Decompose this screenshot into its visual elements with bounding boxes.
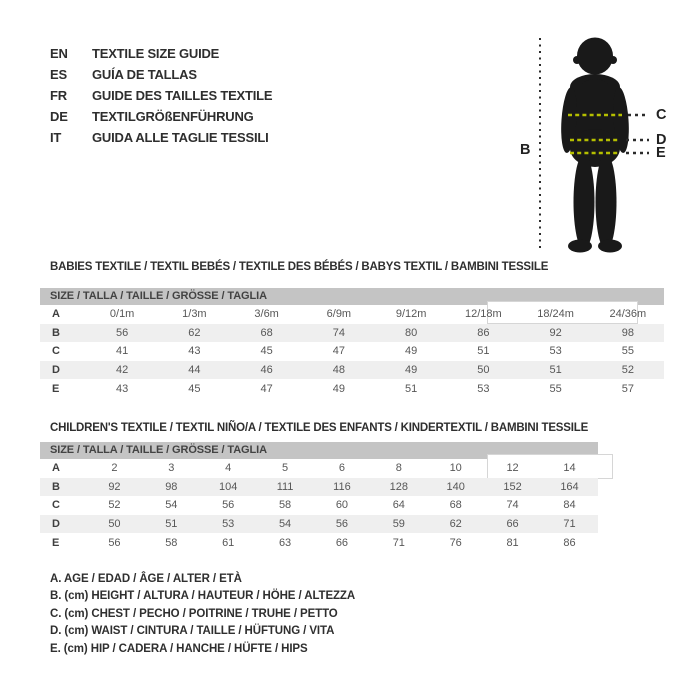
- size-cell: 66: [484, 515, 541, 534]
- size-cell: 51: [143, 515, 200, 534]
- size-row-e: [40, 533, 598, 552]
- size-cell: 47: [260, 382, 273, 395]
- size-cell: 1/3m: [182, 308, 207, 321]
- language-code: IT: [50, 130, 62, 145]
- size-cell: 71: [392, 536, 405, 549]
- size-row-a: [40, 305, 664, 324]
- size-row-e: [40, 379, 664, 398]
- row-label: B: [40, 324, 86, 343]
- size-cell: 140: [427, 478, 484, 497]
- size-cell: 61: [222, 536, 235, 549]
- language-title: GUIDE DES TAILLES TEXTILE: [92, 88, 273, 103]
- language-title: GUIDA ALLE TAGLIE TESSILI: [92, 130, 269, 145]
- row-label: D: [40, 361, 86, 380]
- size-cell: 116: [314, 478, 371, 497]
- size-cell: 51: [405, 382, 418, 395]
- size-cell: 51: [520, 361, 592, 380]
- size-cell: 9/12m: [395, 308, 427, 321]
- size-cell: 58: [165, 536, 178, 549]
- size-cell: 53: [200, 515, 257, 534]
- size-cell: 60: [335, 499, 349, 512]
- babies-size-table: [40, 288, 664, 398]
- size-cell: 45: [188, 382, 201, 395]
- size-cell: 84: [563, 499, 576, 512]
- size-cell: 86: [447, 324, 519, 343]
- size-cell: 46: [231, 361, 303, 380]
- row-label: E: [52, 382, 60, 395]
- size-cell: 98: [592, 324, 664, 343]
- size-cell: 56: [314, 515, 371, 534]
- size-cell: 43: [116, 382, 129, 395]
- size-cell: 68: [231, 324, 303, 343]
- size-cell: 80: [375, 324, 447, 343]
- size-cell: 12/18m: [465, 308, 502, 321]
- language-title-list: [50, 43, 272, 148]
- size-cell: 50: [86, 515, 143, 534]
- size-cell: 53: [549, 345, 562, 358]
- waist-label-d: D: [656, 132, 667, 148]
- size-cell: 45: [260, 345, 273, 358]
- size-cell: 62: [158, 324, 230, 343]
- size-cell: 55: [549, 382, 562, 395]
- size-cell: 0/1m: [109, 308, 135, 321]
- size-cell: 10: [449, 462, 462, 475]
- size-row-c: [40, 342, 664, 361]
- size-cell: 92: [86, 478, 143, 497]
- size-cell: 81: [506, 536, 519, 549]
- size-cell: 51: [477, 345, 490, 358]
- size-cell: 52: [592, 361, 664, 380]
- size-cell: 64: [392, 499, 405, 512]
- size-cell: 48: [303, 361, 375, 380]
- size-cell: 56: [108, 536, 121, 549]
- language-title: GUÍA DE TALLAS: [92, 67, 197, 82]
- language-code: EN: [50, 46, 68, 61]
- size-cell: 98: [143, 478, 200, 497]
- size-row-d: [40, 515, 598, 534]
- size-cell: 18/24m: [537, 308, 574, 321]
- size-cell: 47: [332, 345, 345, 358]
- size-cell: 6: [338, 462, 345, 475]
- row-label: C: [52, 499, 60, 512]
- size-cell: 41: [116, 345, 129, 358]
- size-cell: 55: [621, 345, 634, 358]
- language-title: TEXTILE SIZE GUIDE: [92, 46, 220, 61]
- size-cell: 57: [621, 382, 634, 395]
- row-label: B: [40, 478, 86, 497]
- legend-line-d: D. (cm) WAIST / CINTURA / TAILLE / HÜFTUNG / VITA: [50, 625, 335, 638]
- size-cell: 56: [222, 499, 235, 512]
- children-size-header-band: SIZE / TALLA / TAILLE / GRÖSSE / TAGLIA: [40, 442, 598, 459]
- baby-silhouette: [559, 38, 631, 253]
- size-cell: 68: [449, 499, 462, 512]
- row-label: C: [52, 345, 60, 358]
- measurement-legend: [50, 571, 355, 658]
- size-cell: 24/36m: [609, 308, 647, 321]
- language-row-it: [50, 127, 272, 148]
- size-cell: 164: [541, 478, 598, 497]
- size-row-b: [40, 324, 664, 343]
- children-section-title: CHILDREN'S TEXTILE / TEXTIL NIÑO/A / TEXTILE DES ENFANTS / KINDERTEXTIL / BAMBINI TESSILE: [50, 422, 589, 434]
- size-cell: 4: [225, 462, 232, 475]
- size-cell: 152: [484, 478, 541, 497]
- size-row-c: [40, 496, 598, 515]
- size-cell: 53: [477, 382, 490, 395]
- size-cell: 56: [86, 324, 158, 343]
- size-cell: 74: [303, 324, 375, 343]
- legend-line-c: C. (cm) CHEST / PECHO / POITRINE / TRUHE / PETTO: [50, 607, 338, 620]
- size-cell: 44: [158, 361, 230, 380]
- size-cell: 52: [108, 499, 121, 512]
- size-cell: 5: [282, 462, 289, 475]
- babies-section-title: BABIES TEXTILE / TEXTIL BEBÉS / TEXTILE DES BÉBÉS / BABYS TEXTIL / BAMBINI TESSILE: [50, 261, 549, 273]
- children-size-table: [40, 442, 598, 552]
- size-cell: 12: [506, 462, 519, 475]
- size-cell: 76: [449, 536, 462, 549]
- size-cell: 49: [375, 361, 447, 380]
- baby-measurement-figure: [520, 30, 690, 258]
- size-cell: 54: [257, 515, 314, 534]
- size-cell: 14: [563, 462, 576, 475]
- size-cell: 50: [447, 361, 519, 380]
- size-row-a: [40, 459, 598, 478]
- language-row-en: [50, 43, 272, 64]
- size-cell: 63: [278, 536, 292, 549]
- children-table: [40, 459, 598, 552]
- size-cell: 6/9m: [326, 308, 352, 321]
- size-cell: 92: [520, 324, 592, 343]
- row-label: A: [52, 462, 60, 475]
- row-label: E: [52, 536, 60, 549]
- chest-label-c: C: [656, 107, 667, 123]
- size-cell: 62: [427, 515, 484, 534]
- legend-line-a: A. AGE / EDAD / ÂGE / ALTER / ETÀ: [50, 573, 242, 585]
- size-cell: 43: [188, 345, 201, 358]
- babies-table: [40, 305, 664, 398]
- language-row-de: [50, 106, 272, 127]
- size-cell: 74: [506, 499, 519, 512]
- height-label-b: B: [520, 142, 531, 158]
- size-cell: 66: [335, 536, 349, 549]
- size-cell: 128: [370, 478, 427, 497]
- size-cell: 58: [278, 499, 292, 512]
- language-row-fr: [50, 85, 272, 106]
- size-cell: 42: [86, 361, 158, 380]
- size-row-b: [40, 478, 598, 497]
- size-cell: 59: [370, 515, 427, 534]
- language-code: ES: [50, 67, 67, 82]
- size-cell: 111: [257, 478, 314, 497]
- babies-size-header-band: SIZE / TALLA / TAILLE / GRÖSSE / TAGLIA: [40, 288, 664, 305]
- row-label: A: [52, 308, 60, 321]
- size-cell: 3: [168, 462, 175, 475]
- size-cell: 49: [332, 382, 345, 395]
- size-cell: 3/6m: [254, 308, 279, 321]
- legend-line-e: E. (cm) HIP / CADERA / HANCHE / HÜFTE / HIPS: [50, 642, 308, 655]
- language-title: TEXTILGRÖßENFÜHRUNG: [92, 109, 254, 124]
- legend-line-b: B. (cm) HEIGHT / ALTURA / HAUTEUR / HÖHE / ALTEZZA: [50, 590, 356, 603]
- language-code: DE: [50, 109, 68, 124]
- hip-label-e: E: [656, 145, 666, 161]
- size-cell: 54: [165, 499, 178, 512]
- size-cell: 49: [405, 345, 418, 358]
- size-cell: 86: [563, 536, 576, 549]
- language-row-es: [50, 64, 272, 85]
- size-row-d: [40, 361, 664, 380]
- size-cell: 8: [395, 462, 402, 475]
- language-code: FR: [50, 88, 67, 103]
- size-cell: 71: [541, 515, 598, 534]
- size-cell: 104: [200, 478, 257, 497]
- size-cell: 2: [111, 462, 118, 475]
- row-label: D: [40, 515, 86, 534]
